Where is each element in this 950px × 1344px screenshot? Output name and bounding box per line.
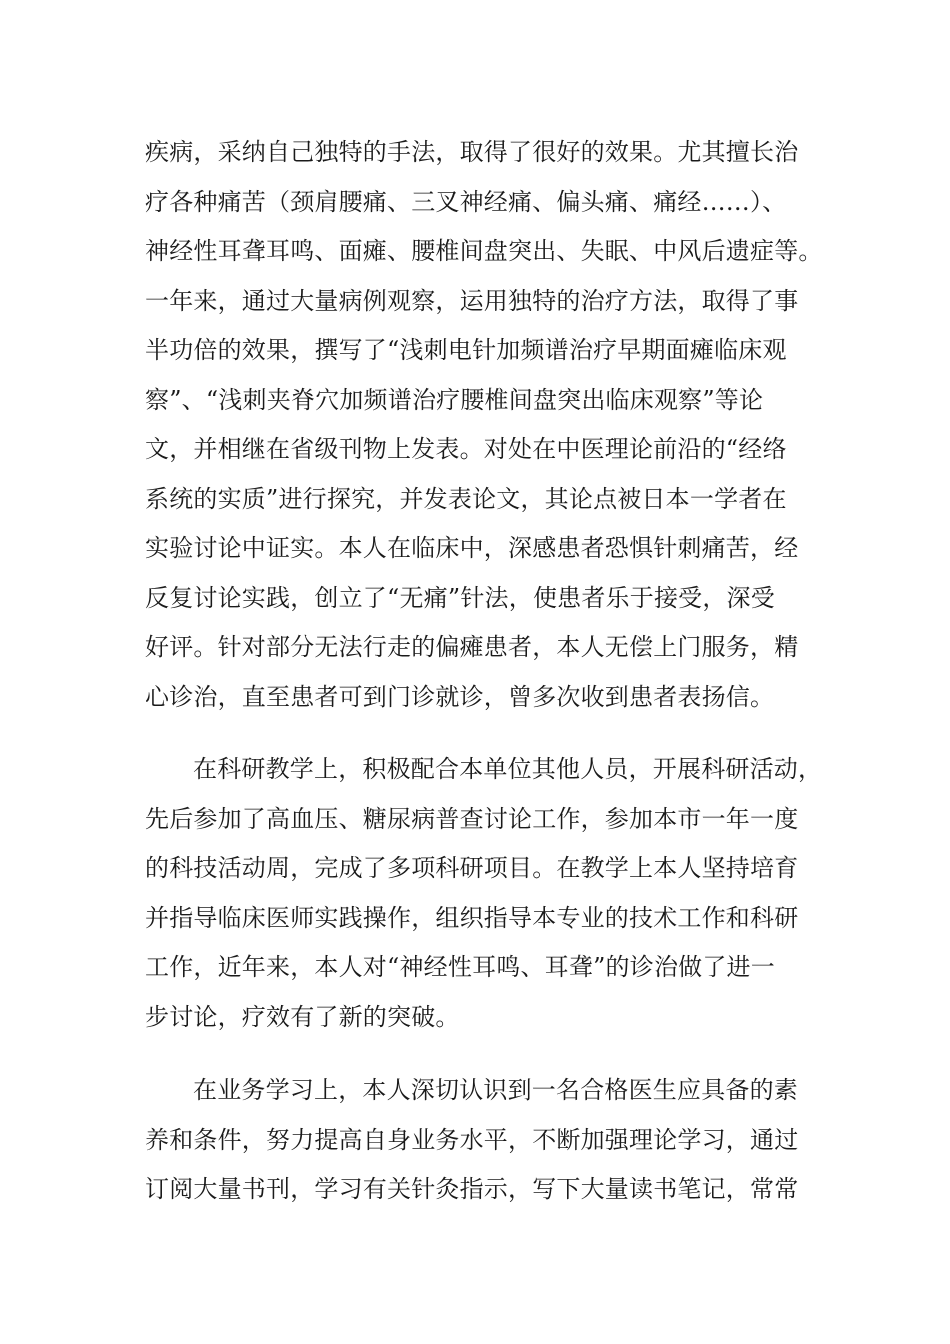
text-line: 反复讨论实践，创立了“无痛”针法，使患者乐于接受，深受 [145, 583, 775, 612]
text-line: 的科技活动周，完成了多项科研项目。在教学上本人坚持培育 [145, 854, 799, 882]
text-line: 步讨论，疗效有了新的突破。 [145, 1002, 460, 1031]
paragraph-research-teaching [145, 745, 823, 1042]
text-line: 工作，近年来，本人对“神经性耳鸣、耳聋”的诊治做了进一 [145, 953, 775, 981]
text-line: 实验讨论中证实。本人在临床中，深感患者恐惧针刺痛苦，经 [145, 534, 799, 562]
text-line: 好评。针对部分无法行走的偏瘫患者，本人无偿上门服务，精 [145, 633, 799, 661]
text-line: 在业务学习上，本人深切认识到一名合格医生应具备的素 [193, 1076, 798, 1104]
text-line: 疾病，采纳自己独特的手法，取得了很好的效果。尤其擅长治 [145, 138, 799, 166]
paragraph-professional-study [145, 1066, 815, 1215]
text-line: 神经性耳聋耳鸣、面瘫、腰椎间盘突出、失眠、中风后遗症等。 [145, 237, 823, 265]
text-line: 订阅大量书刊，学习有关针灸指示，写下大量读书笔记，常常 [145, 1175, 799, 1203]
paragraph-clinical-work [145, 128, 823, 722]
text-line: 系统的实质”进行探究，并发表论文，其论点被日本一学者在 [145, 484, 787, 513]
text-line: 半功倍的效果，撰写了“浅刺电针加频谱治疗早期面瘫临床观 [145, 336, 787, 364]
text-line: 心诊治，直至患者可到门诊就诊，曾多次收到患者表扬信。 [145, 682, 775, 711]
text-line: 一年来，通过大量病例观察，运用独特的治疗方法，取得了事 [145, 286, 799, 315]
text-line: 养和条件，努力提高自身业务水平，不断加强理论学习，通过 [145, 1125, 799, 1154]
text-line: 并指导临床医师实践操作，组织指导本专业的技术工作和科研 [145, 903, 799, 932]
text-line: 在科研教学上，积极配合本单位其他人员，开展科研活动， [193, 755, 823, 783]
text-line: 文，并相继在省级刊物上发表。对处在中医理论前沿的“经络 [145, 435, 787, 463]
text-line: 察”、“浅刺夹脊穴加频谱治疗腰椎间盘突出临床观察”等论 [145, 385, 764, 414]
text-line: 先后参加了高血压、糖尿病普查讨论工作，参加本市一年一度 [145, 804, 799, 833]
text-line: 疗各种痛苦（颈肩腰痛、三叉神经痛、偏头痛、痛经……）、 [145, 187, 787, 216]
